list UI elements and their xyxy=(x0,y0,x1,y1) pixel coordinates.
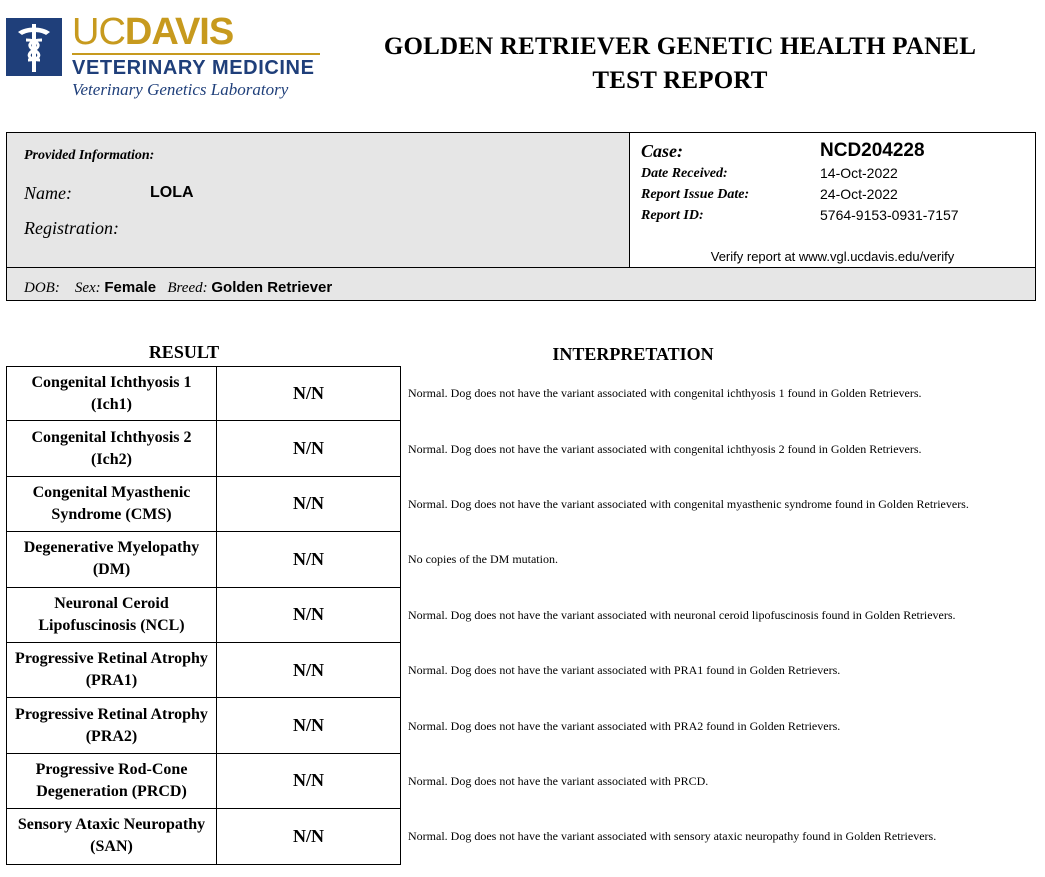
table-row xyxy=(6,477,1041,532)
interpretation-text: Normal. Dog does not have the variant associated with PRCD. xyxy=(408,773,709,788)
test-name: Progressive Retinal Atrophy (PRA2) xyxy=(6,698,217,753)
dog-details-bar xyxy=(7,267,1035,300)
issue-date-value: 24-Oct-2022 xyxy=(820,186,898,202)
table-row xyxy=(6,421,1041,476)
registration-label: Registration: xyxy=(24,218,119,238)
dog-name: LOLA xyxy=(150,184,194,201)
interpretation-text: Normal. Dog does not have the variant associated with PRA1 found in Golden Retrievers. xyxy=(408,663,841,678)
interpretation-text: Normal. Dog does not have the variant associated with PRA2 found in Golden Retrievers. xyxy=(408,718,841,733)
case-label: Case: xyxy=(641,141,683,161)
logo-department: VETERINARY MEDICINE xyxy=(72,57,315,79)
report-title-line1: GOLDEN RETRIEVER GENETIC HEALTH PANEL xyxy=(383,33,977,60)
test-name: Progressive Rod-Cone Degeneration (PRCD) xyxy=(6,754,217,809)
interpretation-text: Normal. Dog does not have the variant associated with congenital ichthyosis 2 found in Golden Retrievers. xyxy=(408,441,922,456)
report-title-line2: TEST REPORT xyxy=(592,67,768,94)
genotype-result: N/N xyxy=(216,366,401,421)
test-name: Progressive Retinal Atrophy (PRA1) xyxy=(6,643,217,698)
interpretation-text: Normal. Dog does not have the variant associated with neuronal ceroid lipofuscinosis found in Golden Retrievers. xyxy=(408,607,956,622)
table-row xyxy=(6,698,1041,753)
genotype-result: N/N xyxy=(216,532,401,587)
dob-label: DOB: xyxy=(24,280,60,296)
genotype-result: N/N xyxy=(216,643,401,698)
genotype-result: N/N xyxy=(216,754,401,809)
date-received-value: 14-Oct-2022 xyxy=(820,165,898,181)
case-info-box xyxy=(6,132,1036,301)
issue-date-label: Report Issue Date: xyxy=(641,187,750,202)
table-row xyxy=(6,588,1041,643)
interpretation-text: Normal. Dog does not have the variant associated with sensory ataxic neuropathy found in Golden Retrievers. xyxy=(408,829,937,844)
genotype-result: N/N xyxy=(216,477,401,532)
provided-information-heading: Provided Information: xyxy=(24,148,155,163)
test-name: Neuronal Ceroid Lipofuscinosis (NCL) xyxy=(6,588,217,643)
test-name: Sensory Ataxic Neuropathy (SAN) xyxy=(6,809,217,864)
test-name: Degenerative Myelopathy (DM) xyxy=(6,532,217,587)
date-received-label: Date Received: xyxy=(641,166,728,181)
test-name: Congenital Ichthyosis 2 (Ich2) xyxy=(6,421,217,476)
interpretation-text: Normal. Dog does not have the variant associated with congenital ichthyosis 1 found in Golden Retrievers. xyxy=(408,386,922,401)
caduceus-icon xyxy=(6,18,62,76)
logo-lab-name: Veterinary Genetics Laboratory xyxy=(72,80,289,99)
breed-value: Golden Retriever xyxy=(211,279,333,296)
test-name: Congenital Myasthenic Syndrome (CMS) xyxy=(6,477,217,532)
verify-report-text: Verify report at www.vgl.ucdavis.edu/verify xyxy=(710,249,955,264)
interpretation-text: Normal. Dog does not have the variant associated with congenital myasthenic syndrome found in Golden Retrievers. xyxy=(408,496,969,511)
case-details-panel xyxy=(630,133,1035,267)
sex-value: Female xyxy=(104,279,157,296)
breed-label: Breed: xyxy=(167,280,208,296)
provided-information-panel xyxy=(7,133,630,267)
result-heading: RESULT xyxy=(148,342,220,362)
genotype-result: N/N xyxy=(216,809,401,864)
genotype-result: N/N xyxy=(216,588,401,643)
case-number: NCD204228 xyxy=(820,140,925,161)
logo-divider xyxy=(72,53,320,55)
table-row xyxy=(6,754,1041,809)
table-row xyxy=(6,366,1041,421)
name-label: Name: xyxy=(24,183,72,203)
dog-details-line xyxy=(24,279,332,297)
table-row xyxy=(6,532,1041,587)
report-title xyxy=(330,30,1030,98)
ucdavis-vetmed-logo xyxy=(6,11,326,104)
results-table xyxy=(6,366,1041,865)
report-id-label: Report ID: xyxy=(641,208,704,223)
interpretation-heading: INTERPRETATION xyxy=(552,344,714,364)
sex-label: Sex: xyxy=(74,280,101,296)
report-id-value: 5764-9153-0931-7157 xyxy=(820,207,959,223)
table-row xyxy=(6,809,1041,864)
table-row xyxy=(6,643,1041,698)
interpretation-text: No copies of the DM mutation. xyxy=(408,552,558,567)
genotype-result: N/N xyxy=(216,421,401,476)
logo-wordmark: UCDAVIS xyxy=(72,11,234,53)
genotype-result: N/N xyxy=(216,698,401,753)
test-name: Congenital Ichthyosis 1 (Ich1) xyxy=(6,366,217,421)
